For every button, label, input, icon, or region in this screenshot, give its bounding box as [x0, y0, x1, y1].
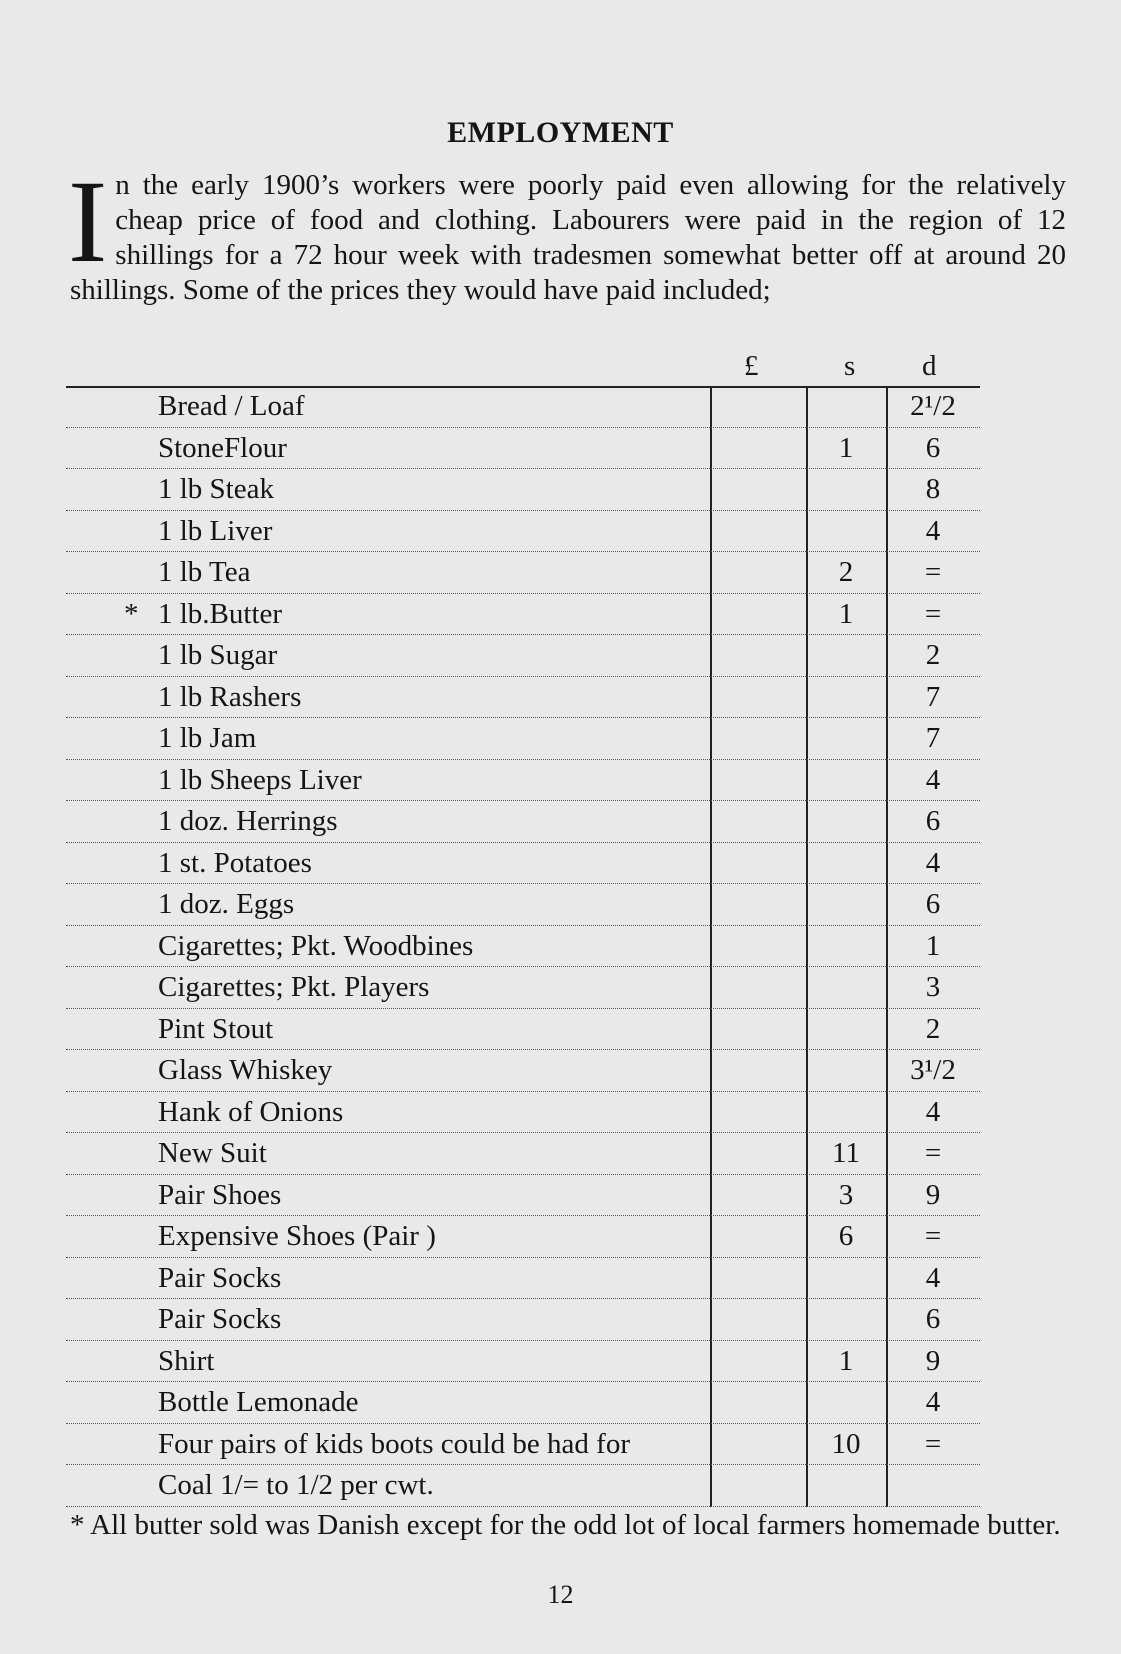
row-pence: 6 — [925, 1303, 941, 1335]
row-shillings: 1 — [838, 431, 854, 464]
row-pence: = — [924, 556, 942, 588]
row-pence: 7 — [925, 722, 941, 754]
row-pence: 4 — [925, 1095, 941, 1128]
row-item: 1 lb Tea — [158, 556, 251, 588]
row-shillings: 3 — [838, 1178, 854, 1211]
row-pence: 2 — [925, 639, 941, 671]
row-pence: 1 — [925, 929, 941, 962]
table-row — [66, 386, 980, 428]
row-item: Coal 1/= to 1/2 per cwt. — [158, 1469, 434, 1501]
row-pence: = — [924, 597, 942, 630]
row-pence: 4 — [925, 763, 941, 796]
page-title: EMPLOYMENT — [447, 116, 674, 149]
row-shillings: 6 — [838, 1220, 854, 1252]
row-item: 1 lb Rashers — [158, 680, 302, 713]
row-item: 1 lb Steak — [158, 473, 274, 505]
drop-cap: I — [68, 156, 108, 287]
row-pence: = — [924, 1137, 942, 1169]
row-item: 1 doz. Eggs — [158, 888, 295, 920]
table-row — [66, 1341, 980, 1383]
row-asterisk: * — [124, 597, 139, 630]
row-pence: = — [924, 1427, 942, 1460]
row-item: New Suit — [158, 1137, 267, 1169]
table-row — [66, 801, 980, 843]
table-row — [66, 594, 980, 636]
table-row — [66, 1258, 980, 1300]
row-pence: 6 — [925, 431, 941, 464]
row-pence: 3 — [925, 971, 941, 1003]
intro-text: n the early 1900’s workers were poorly paid even allowing for the relatively cheap price of food and clothing. Labourers were paid in the region of 12 shillings for a 72 hour week with tradesmen somewhat better off at around 20 shillings. Some of the prices they would have paid included; — [70, 169, 1066, 306]
row-pence: 4 — [925, 846, 941, 879]
table-row — [66, 718, 980, 760]
row-item: StoneFlour — [158, 431, 287, 464]
table-row — [66, 926, 980, 968]
row-item: Shirt — [158, 1344, 215, 1377]
row-pence: 2¹/2 — [910, 390, 956, 422]
table-row — [66, 511, 980, 553]
row-item: Pint Stout — [158, 1012, 274, 1045]
row-pence: 3¹/2 — [910, 1054, 956, 1086]
table-row — [66, 1216, 980, 1258]
row-pence: 4 — [925, 514, 941, 547]
table-row — [66, 760, 980, 802]
row-item: 1 lb Liver — [158, 514, 273, 547]
row-pence: 7 — [925, 680, 941, 713]
header-pounds: £ — [744, 350, 759, 382]
table-row — [66, 884, 980, 926]
price-table — [66, 386, 980, 1507]
table-row — [66, 843, 980, 885]
row-pence: 8 — [925, 473, 941, 505]
row-shillings: 11 — [832, 1137, 860, 1169]
row-item: Expensive Shoes (Pair ) — [158, 1220, 436, 1252]
row-item: Pair Socks — [158, 1303, 282, 1335]
table-row — [66, 428, 980, 470]
row-pence: 2 — [925, 1012, 941, 1045]
row-item: Bread / Loaf — [158, 390, 305, 422]
table-row — [66, 1424, 980, 1466]
row-item: Pair Shoes — [158, 1178, 282, 1211]
row-item: 1 doz. Herrings — [158, 805, 338, 837]
row-item: Cigarettes; Pkt. Woodbines — [158, 929, 474, 962]
row-item: Pair Socks — [158, 1261, 282, 1294]
table-row — [66, 1175, 980, 1217]
row-pence: 6 — [925, 888, 941, 920]
row-pence: 4 — [925, 1386, 941, 1418]
table-row — [66, 967, 980, 1009]
row-item: 1 st. Potatoes — [158, 846, 312, 879]
table-row — [66, 1133, 980, 1175]
row-pence: = — [924, 1220, 942, 1252]
intro-paragraph — [68, 156, 1066, 308]
table-row — [66, 1092, 980, 1134]
row-item: 1 lb.Butter — [158, 597, 283, 630]
table-row — [66, 635, 980, 677]
row-shillings: 1 — [838, 1344, 854, 1377]
row-item: Hank of Onions — [158, 1095, 344, 1128]
table-row — [66, 469, 980, 511]
row-pence: 9 — [925, 1344, 941, 1377]
row-item: 1 lb Jam — [158, 722, 257, 754]
row-item: Cigarettes; Pkt. Players — [158, 971, 430, 1003]
row-item: Bottle Lemonade — [158, 1386, 359, 1418]
row-pence: 6 — [925, 805, 941, 837]
table-row — [66, 552, 980, 594]
header-pence: d — [922, 350, 937, 382]
row-item: Four pairs of kids boots could be had for — [158, 1427, 630, 1460]
table-row — [66, 1465, 980, 1507]
table-row — [66, 1009, 980, 1051]
footnote: * All butter sold was Danish except for the odd lot of local farmers homemade butter. — [70, 1509, 1061, 1541]
row-item: 1 lb Sugar — [158, 639, 278, 671]
row-item: 1 lb Sheeps Liver — [158, 763, 362, 796]
row-pence: 4 — [925, 1261, 941, 1294]
table-row — [66, 677, 980, 719]
row-shillings: 2 — [838, 556, 854, 588]
row-pence: 9 — [925, 1178, 941, 1211]
table-row — [66, 1299, 980, 1341]
row-shillings: 10 — [831, 1427, 861, 1460]
page-number: 12 — [547, 1580, 574, 1609]
row-item: Glass Whiskey — [158, 1054, 333, 1086]
row-shillings: 1 — [838, 597, 854, 630]
table-row — [66, 1050, 980, 1092]
header-shillings: s — [844, 350, 856, 382]
table-row — [66, 1382, 980, 1424]
